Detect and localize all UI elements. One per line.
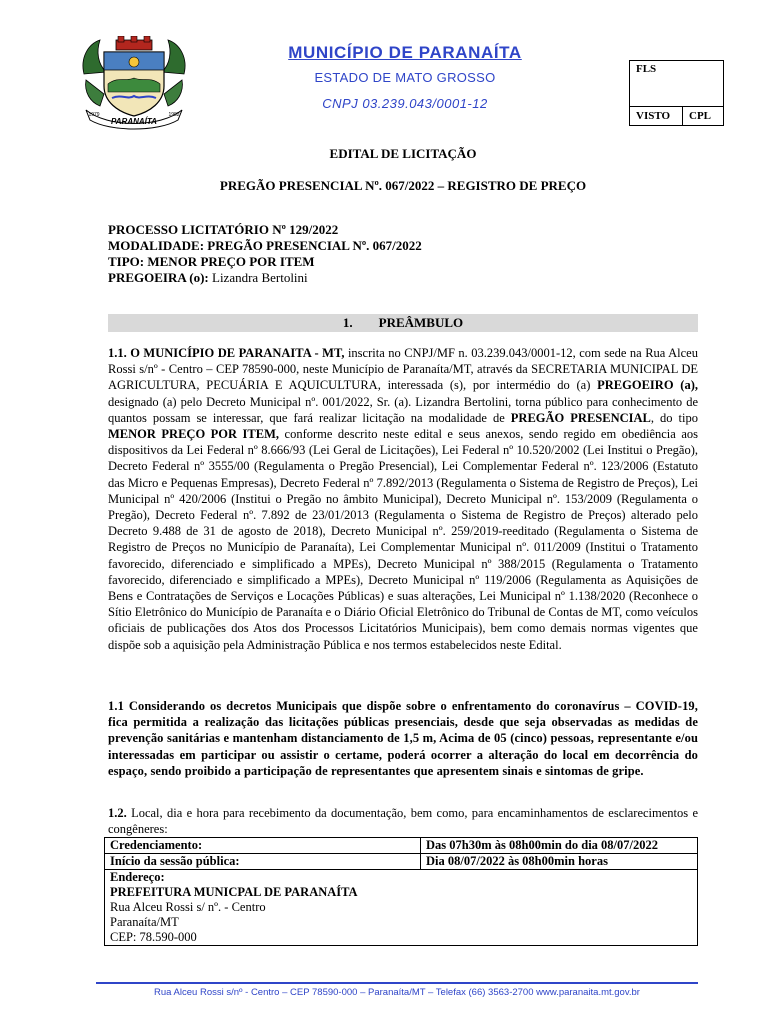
process-info (108, 222, 698, 286)
table-row (105, 870, 698, 946)
stamp-fls: FLS (630, 61, 723, 107)
section-number: 1. (342, 315, 353, 330)
credenciamento-value: Das 07h30m às 08h00min do dia 08/07/2022 (421, 838, 698, 854)
footer-divider (96, 982, 698, 984)
preamble-paragraph: 1.1. O MUNICÍPIO DE PARANAITA - MT, inscrita no CNPJ/MF n. 03.239.043/0001-12, com sede na Rua Alceu Rossi s/nº - Centro – CEP 78590-000, neste Município de Paranaíta/MT, através da SECRETARIA MUNICIPAL DE AGRICULTURA, PECUÁRIA E AQUICULTURA, interessada (s), por intermédio do (a) PREGOEIRO (a), designado (a) pelo Decreto Municipal nº. 001/2022, Sr. (a). Lizandra Bertolini, torna público para conhecimento de quantos possam se interessar, que fará realizar licitação na modalidade de PREGÃO PRESENCIAL, do tipo MENOR PREÇO POR ITEM, conforme descrito neste edital e seus anexos, sendo regido em obediência aos dispositivos da Lei Federal nº 8.666/93 (Lei Geral de Licitações), Lei Federal nº 10.520/2002 (Lei Institui o Pregão), Decreto Federal nº 3555/00 (Regulamenta o Pregão Presencial), Lei Complementar Federal nº. 123/2006 (Estatuto das Micro e Pequenas Empresas), Decreto Federal nº 7.892/2013 (Regulamenta o Sistema de Registro de Preços), Lei Municipal nº 420/2006 (Institui o Pregão no âmbito Municipal), Decreto Municipal nº. 153/2009 (Regulamenta o Pregão), Decreto Federal nº. 7.892 de 23/01/2013 (Regulamenta o Sistema de Registro de Preços) alterado pelo Decreto 9.488 de 31 de agosto de 2018), Decreto Municipal nº. 259/2019-reeditado (Regulamenta o Sistema de Registro de Preços no Município de Paranaíta), Lei Complementar Municipal nº. 011/2009 (Institui o Tratamento favorecido, diferenciado e simplificado a MPEs), Decreto Municipal nº 388/2015 (Regulamenta o Tratamento favorecido, diferenciado e simplificado a MPEs), Decreto Municipal nº 119/2006 (Regulamenta as Aquisições de Bens e Contratações de Serviços e Locações Públicas) e suas alterações, Lei Municipal nº 1.138/2020 (Reconhece o Sítio Eletrônico do Município de Paranaíta e o Diário Oficial Eletrônico do Tribunal de Contas de MT, como veículos oficiais de publicações dos Atos dos Processos Licitatórios Municipais), bem como demais normas vigentes que dispõe sob a aquisição pela Administração Pública e nos termos estabelecidos neste Edital. (108, 346, 698, 652)
address-cep: CEP: 78.590-000 (110, 930, 197, 944)
process-modality: MODALIDADE: PREGÃO PRESENCIAL Nº. 067/2022 (108, 238, 422, 253)
address-cell (105, 870, 698, 946)
crest-year-left: 1979 (88, 112, 100, 118)
session-start-value: Dia 08/07/2022 às 08h00min horas (421, 854, 698, 870)
municipality-title: MUNICÍPIO DE PARANAÍTA (288, 43, 522, 62)
footer-address: Rua Alceu Rossi s/nº - Centro – CEP 78590-000 – Paranaíta/MT – Telefax (66) 3563-2700 www.paranaita.mt.gov.br (154, 987, 640, 998)
schedule-table (104, 837, 698, 946)
session-start-label: Início da sessão pública: (105, 854, 421, 870)
section-header-preambulo (108, 314, 698, 332)
credenciamento-label: Credenciamento: (105, 838, 421, 854)
process-number: PROCESSO LICITATÓRIO Nº 129/2022 (108, 222, 339, 237)
location-paragraph: 1.2. Local, dia e hora para recebimento da documentação, bem como, para encaminhamentos de esclarecimentos e congêneres: (108, 806, 698, 837)
address-label: Endereço: (110, 870, 165, 884)
crest-banner-text: PARANAÍTA (111, 117, 157, 126)
stamp-cpl: CPL (689, 110, 711, 122)
address-city: Paranaíta/MT (110, 915, 179, 929)
address-name: PREFEITURA MUNICPAL DE PARANAÍTA (110, 885, 358, 899)
crest-year-right: 1982 (168, 112, 180, 118)
address-street: Rua Alceu Rossi s/ nº. - Centro (110, 900, 266, 914)
cnpj-number: CNPJ 03.239.043/0001-12 (322, 96, 488, 111)
pregoeira-label: PREGOEIRA (o): (108, 270, 209, 285)
table-row (105, 854, 698, 870)
stamp-visto: VISTO (630, 107, 683, 125)
process-type: TIPO: MENOR PREÇO POR ITEM (108, 254, 315, 269)
covid-paragraph: 1.1 Considerando os decretos Municipais que dispõe sobre o enfrentamento do coronavírus – COVID-19, fica permitida a realização das licitações públicas presenciais, desde que seja observadas as medidas de prevenção sanitárias e mantenham distanciamento de 1,5 m, Acima de 05 (cinco) pessoas, representante e/ou interessadas em participar ou assistir o certame, poderá ocorrer a alteração do local em decorrência do espaço, sendo proibido a participação de representantes que apresentem sinais e sintomas de gripe. (108, 699, 698, 778)
state-name: ESTADO DE MATO GROSSO (314, 70, 496, 85)
table-row (105, 838, 698, 854)
municipal-crest-logo (78, 36, 190, 130)
document-subtitle: PREGÃO PRESENCIAL Nº. 067/2022 – REGISTRO DE PREÇO (219, 178, 587, 193)
stamp-box (629, 60, 724, 126)
pregoeira-name: Lizandra Bertolini (208, 270, 308, 285)
section-title: PREÂMBULO (378, 315, 464, 330)
process-pregoeira (108, 270, 698, 286)
document-title: EDITAL DE LICITAÇÃO (329, 146, 477, 161)
